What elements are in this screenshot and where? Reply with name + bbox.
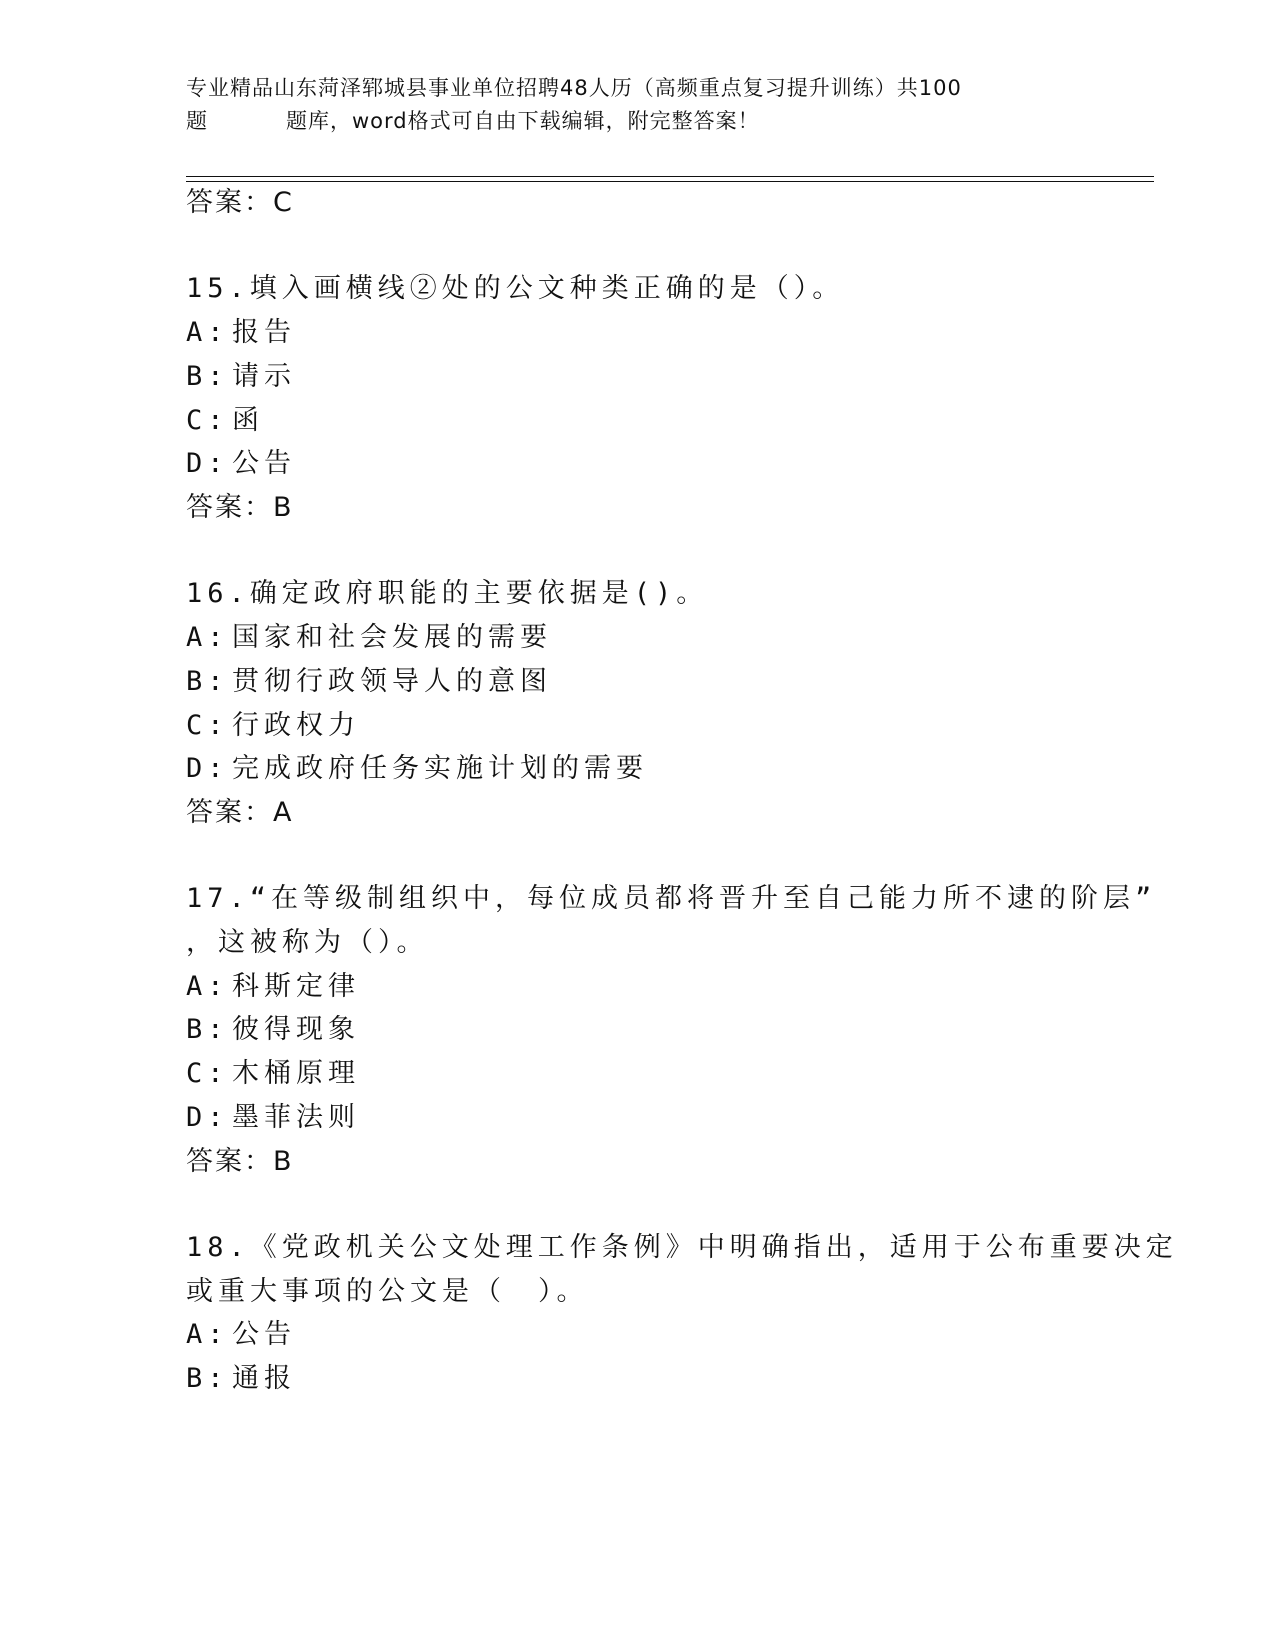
option-key: C: [186,710,229,741]
option-key: C: [186,1058,229,1089]
question-16-option-c [186,709,360,743]
option-key: D: [186,448,229,479]
option-text: 请示 [232,361,296,392]
option-text: 通报 [232,1363,296,1394]
option-key: A: [186,971,229,1002]
question-15-answer: 答案：B [186,492,294,523]
header-line-2-lead: 题 [186,109,208,133]
question-16-option-d [186,752,648,786]
question-17-option-d [186,1101,360,1135]
question-15-option-c [186,404,264,438]
option-text: 函 [232,405,264,436]
option-text: 行政权力 [232,710,360,741]
question-15-option-b [186,360,296,394]
question-17-option-c [186,1057,360,1091]
header-rule-bottom [186,181,1154,182]
question-16-option-b [186,665,552,699]
option-text: 报告 [232,317,296,348]
header-rule-top [186,176,1154,177]
question-18-text-line-1: 18.《党政机关公文处理工作条例》中明确指出，适用于公布重要决定 [186,1232,1178,1263]
question-16-text: 16.确定政府职能的主要依据是()。 [186,578,709,609]
header-line-1: 专业精品山东菏泽郓城县事业单位招聘48人历（高频重点复习提升训练）共100 [186,76,962,100]
question-17-option-b [186,1013,360,1047]
option-text: 国家和社会发展的需要 [232,622,552,653]
option-text: 贯彻行政领导人的意图 [232,666,552,697]
option-key: B: [186,666,229,697]
option-key: A: [186,622,229,653]
option-key: D: [186,753,229,784]
question-17-text-line-1: 17.“在等级制组织中，每位成员都将晋升至自己能力所不逮的阶层” [186,883,1157,914]
option-text: 墨菲法则 [232,1102,360,1133]
option-key: B: [186,361,229,392]
question-17-option-a [186,970,360,1004]
question-16-option-a [186,621,552,655]
question-18-option-b [186,1362,296,1396]
question-17-text-line-2: ，这被称为（）。 [186,927,429,958]
option-text: 公告 [232,448,296,479]
option-text: 公告 [232,1319,296,1350]
option-key: D: [186,1102,229,1133]
header-line-2-text: 题库，word格式可自由下载编辑，附完整答案！ [286,109,760,133]
option-key: B: [186,1014,229,1045]
question-18-option-a [186,1318,296,1352]
option-key: C: [186,405,229,436]
option-key: B: [186,1363,229,1394]
question-15-option-d [186,447,296,481]
question-15-option-a [186,316,296,350]
option-text: 科斯定律 [232,971,360,1002]
question-16-answer: 答案：A [186,797,294,828]
previous-answer: 答案：C [186,187,294,218]
document-header [186,72,1066,138]
option-key: A: [186,1319,229,1350]
option-text: 彼得现象 [232,1014,360,1045]
option-text: 完成政府任务实施计划的需要 [232,753,648,784]
header-line-2 [186,105,1066,138]
option-key: A: [186,317,229,348]
question-17-answer: 答案：B [186,1146,294,1177]
question-18-text-line-2: 或重大事项的公文是（ ）。 [186,1276,589,1307]
question-15-text: 15.填入画横线②处的公文种类正确的是（）。 [186,273,845,304]
option-text: 木桶原理 [232,1058,360,1089]
